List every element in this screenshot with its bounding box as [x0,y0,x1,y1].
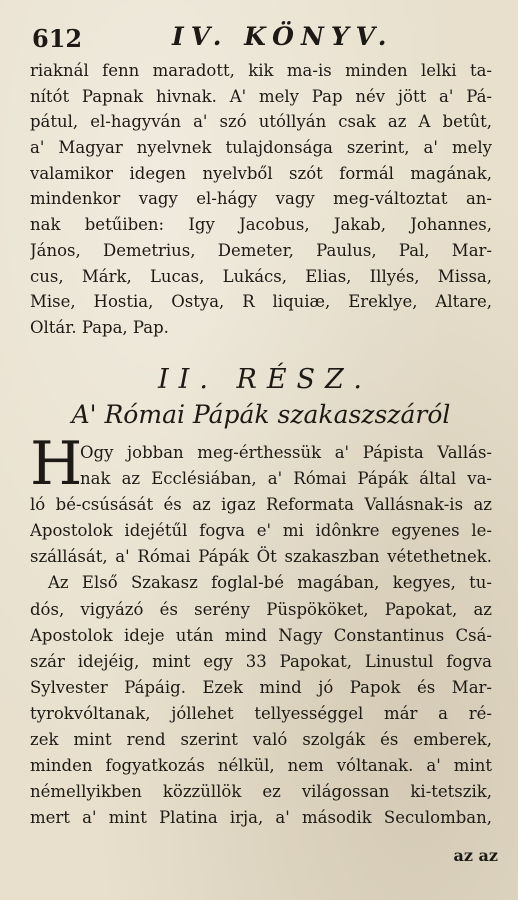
text-line: Az Első Szakasz foglal-bé magában, kegyes, tu- [48,573,492,593]
text-line: zek mint rend szerint való szolgák és emberek, [30,730,492,750]
text-line: ló bé-csúsását és az igaz Reformata Vallásnak-is az [30,495,492,515]
text-line: Sylvester Pápáig. Ezek mind jó Papok és Mar- [30,677,492,697]
text-line: dós, vigyázó és serény Püspököket, Papokat, az [30,599,492,619]
section-number: II. RÉSZ. [158,364,372,395]
text-line: nítót Papnak hivnak. A' mely Pap név jött a' Pá- [30,86,492,106]
catchword: az az [453,846,498,865]
running-title: IV. KÖNYV. [172,22,394,51]
text-line: mert a' mint Platina irja, a' második Seculomban, [30,808,492,828]
text-line: tyrokvóltanak, jóllehet tellyességgel már a ré- [30,703,492,723]
text-line: minden fogyatkozás nélkül, nem vóltanak. a' mint [30,756,492,776]
section-title [30,400,492,434]
section-title-text: A' Római Pápák szakaszszáról [71,400,451,429]
text-line: Apostolok idejétűl fogva e' mi idônkre egyenes le- [30,521,492,541]
text-line: szállását, a' Római Pápák Öt szakaszban vétethetnek. [30,547,492,567]
section-heading [30,362,492,398]
text-line: szár idejéig, mint egy 33 Papokat, Linustul fogva [30,651,492,671]
text-line: János, Demetrius, Demeter, Paulus, Pal, Mar- [30,240,492,260]
text-line: riaknál fenn maradott, kik ma-is minden lelki ta- [30,61,492,80]
text-line: Mise, Hostia, Ostya, R liquiæ, Ereklye, Altare, [30,292,492,312]
page-header [30,20,490,54]
text-line: Apostolok ideje után mind Nagy Constantinus Csá- [30,625,492,645]
page-number: 612 [32,24,83,53]
text-line: a' Magyar nyelvnek tulajdonsága szerint, a' mely [30,138,492,158]
text-line: pátul, el-hagyván a' szó utóllyán csak az A betût, [30,112,492,132]
text-line: némellyikben közzüllök ez világossan ki-tetszik, [30,782,492,802]
text-line: Ogy jobban meg-érthessük a' Pápista Vallás- [80,443,492,462]
text-line: cus, Márk, Lucas, Lukács, Elias, Illyés, Missa, [30,266,492,286]
text-line: nak betűiben: Igy Jacobus, Jakab, Johannes, [30,215,492,235]
intro-paragraph [30,58,492,341]
text-line: mindenkor vagy el-hágy vagy meg-változtat an- [30,189,492,209]
body-paragraph [30,429,492,831]
text-line: nak az Ecclésiában, a' Római Pápák által va- [80,469,492,489]
text-line: valamikor idegen nyelvből szót formál magának, [30,163,492,183]
drop-initial: H [30,429,83,499]
text-line: Oltár. Papa, Pap. [30,317,169,337]
